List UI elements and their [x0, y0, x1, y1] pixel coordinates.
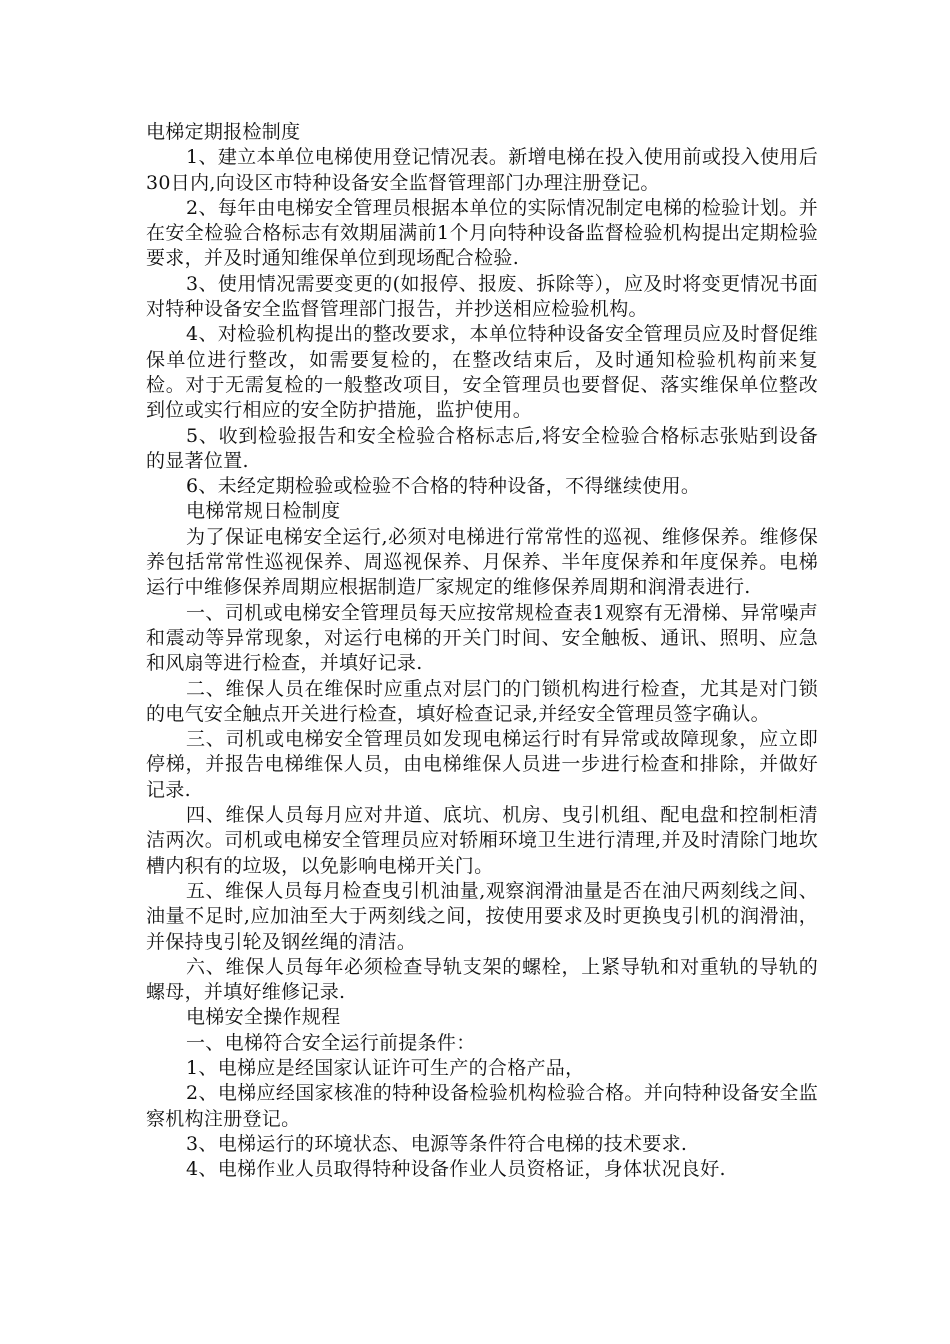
paragraph: 三、司机或电梯安全管理员如发现电梯运行时有异常或故障现象，应立即停梯，并报告电梯维保人员，由电梯维保人员进一步进行检查和排除，并做好记录.	[146, 728, 818, 801]
paragraph: 为了保证电梯安全运行,必须对电梯进行常常性的巡视、维修保养。维修保养包括常常性巡视保养、周巡视保养、月保养、半年度保养和年度保养。电梯运行中维修保养周期应根据制造厂家规定的维修保养周期和润滑表进行.	[146, 525, 818, 599]
paragraph: 6、未经定期检验或检验不合格的特种设备，不得继续使用。	[186, 475, 701, 498]
paragraph: 六、维保人员每年必须检查导轨支架的螺栓，上紧导轨和对重轨的导轨的螺母，并填好维修记录.	[146, 955, 818, 1004]
paragraph: 一、电梯符合安全运行前提条件：	[186, 1031, 476, 1054]
section-title-safety-operation: 电梯安全操作规程	[186, 1006, 341, 1029]
paragraph: 3、使用情况需要变更的(如报停、报废、拆除等），应及时将变更情况书面对特种设备安全监督管理部门报告，并抄送相应检验机构。	[146, 272, 818, 321]
paragraph: 5、收到检验报告和安全检验合格标志后,将安全检验合格标志张贴到设备的显著位置.	[146, 424, 818, 472]
paragraph: 2、电梯应经国家核准的特种设备检验机构检验合格。并向特种设备安全监察机构注册登记。	[146, 1082, 818, 1130]
section-title-daily-inspection: 电梯常规日检制度	[186, 500, 341, 523]
document-body	[146, 120, 818, 1182]
paragraph: 1、建立本单位电梯使用登记情况表。新增电梯在投入使用前或投入使用后30日内,向设区市特种设备安全监督管理部门办理注册登记。	[146, 146, 818, 194]
paragraph: 3、电梯运行的环境状态、电源等条件符合电梯的技术要求.	[186, 1132, 688, 1155]
paragraph: 4、对检验机构提出的整改要求，本单位特种设备安全管理员应及时督促维保单位进行整改，如需要复检的，在整改结束后，及时通知检验机构前来复检。对于无需复检的一般整改项目，安全管理员也要督促、落实维保单位整改到位或实行相应的安全防护措施，监护使用。	[146, 323, 818, 422]
paragraph: 二、维保人员在维保时应重点对层门的门锁机构进行检查，尤其是对门锁的电气安全触点开关进行检查，填好检查记录,并经安全管理员签字确认。	[146, 677, 818, 725]
paragraph: 4、电梯作业人员取得特种设备作业人员资格证，身体状况良好.	[186, 1158, 726, 1181]
paragraph: 1、电梯应是经国家认证许可生产的合格产品，	[186, 1056, 585, 1079]
paragraph: 一、司机或电梯安全管理员每天应按常规检查表1观察有无滑梯、异常噪声和震动等异常现象，对运行电梯的开关门时间、安全触板、通讯、照明、应急和风扇等进行检查，并填好记录.	[146, 601, 818, 675]
paragraph: 2、每年由电梯安全管理员根据本单位的实际情况制定电梯的检验计划。并在安全检验合格标志有效期届满前1个月向特种设备监督检验机构提出定期检验要求，并及时通知维保单位到现场配合检验.	[146, 196, 818, 270]
paragraph: 四、维保人员每月应对井道、底坑、机房、曳引机组、配电盘和控制柜清洁两次。司机或电梯安全管理员应对轿厢环境卫生进行清理,并及时清除门地坎槽内积有的垃圾，以免影响电梯开关门。	[146, 804, 818, 877]
section-title-periodic-inspection: 电梯定期报检制度	[146, 121, 301, 143]
paragraph: 五、维保人员每月检查曳引机油量,观察润滑油量是否在油尺两刻线之间、油量不足时,应加油至大于两刻线之间，按使用要求及时更换曳引机的润滑油，并保持曳引轮及钢丝绳的清洁。	[146, 879, 818, 953]
